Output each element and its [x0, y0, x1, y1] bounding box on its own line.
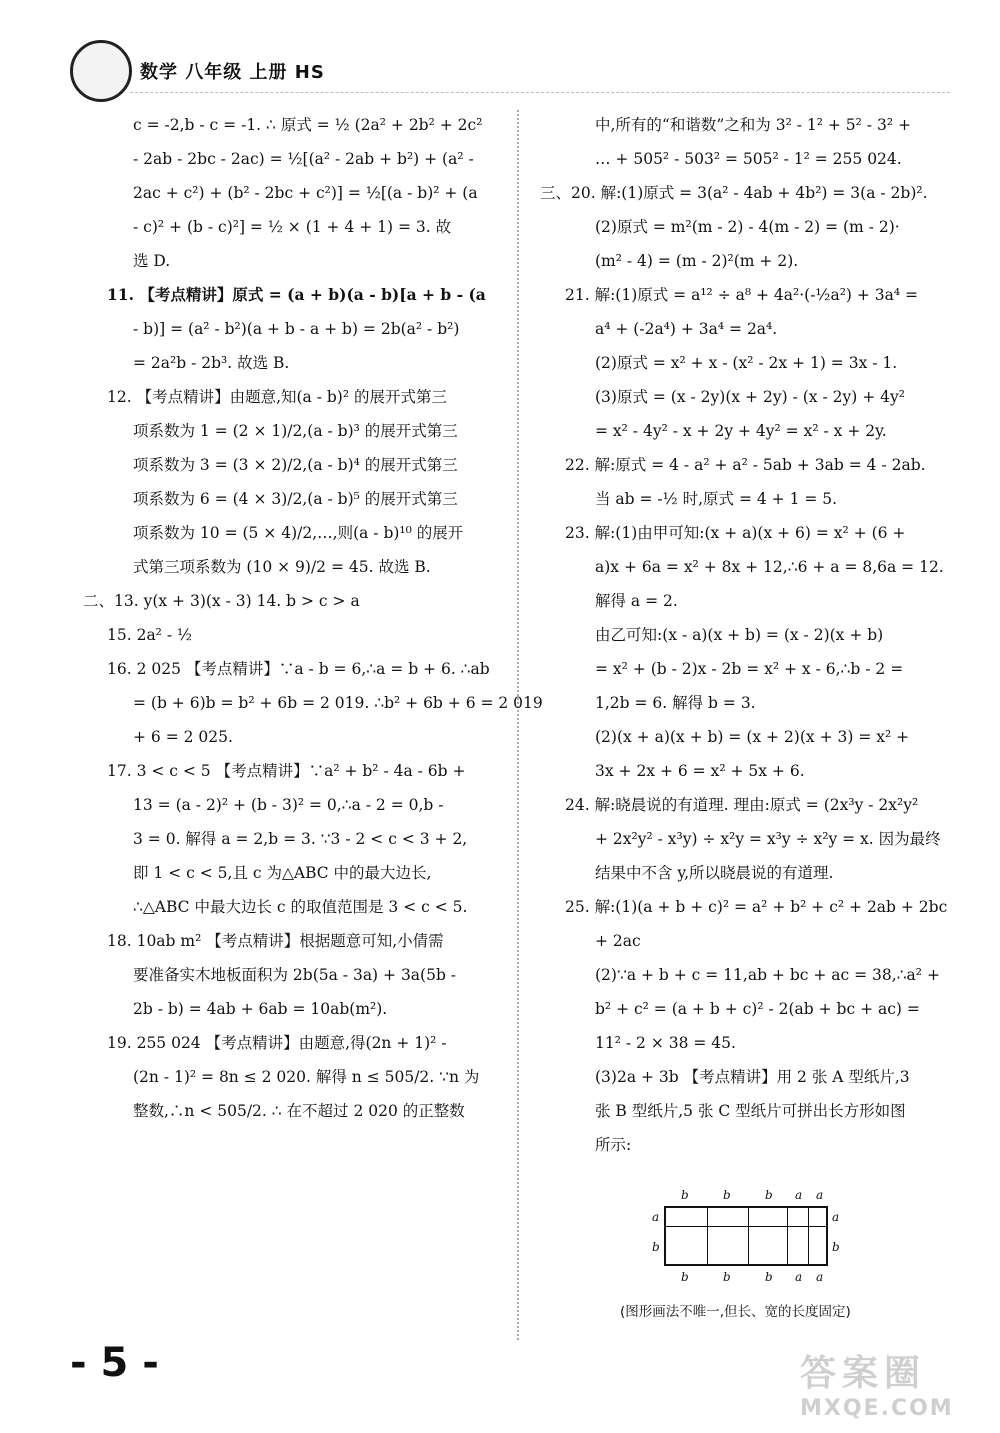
answer-line: a)x + 6a = x² + 8x + 12,∴6 + a = 8,6a = 12.: [595, 558, 944, 576]
answer-line: a⁴ + (-2a⁴) + 3a⁴ = 2a⁴.: [595, 320, 778, 338]
answer-line: - 2ab - 2bc - 2ac) = ½[(a² - 2ab + b²) + (a² -: [133, 150, 474, 168]
bottom-side-label: a: [795, 1270, 803, 1284]
answer-line: 即 1 < c < 5,且 c 为△ABC 中的最大边长,: [133, 864, 432, 882]
right-side-label: b: [832, 1240, 840, 1254]
answer-line: 3x + 2x + 6 = x² + 5x + 6.: [595, 762, 805, 780]
page-header: [70, 40, 950, 100]
answer-line: 2ac + c²) + (b² - 2bc + c²)] = ½[(a - b)² + (a: [133, 184, 478, 202]
section-two-answers: 二、13. y(x + 3)(x - 3) 14. b > c > a: [83, 592, 360, 610]
answer-line: 选 D.: [133, 252, 171, 270]
answer-23: 23. 解:(1)由甲可知:(x + a)(x + 6) = x² + (6 +: [565, 524, 906, 542]
left-side-label: b: [652, 1240, 660, 1254]
right-column: [540, 108, 965, 1162]
answer-15: 15. 2a² - ½: [107, 626, 193, 644]
answer-line: (2)∵a + b + c = 11,ab + bc + ac = 38,∴a² +: [595, 966, 940, 984]
answer-11: 11. 【考点精讲】原式 = (a + b)(a - b)[a + b - (a: [107, 285, 486, 304]
answer-20: 三、20. 解:(1)原式 = 3(a² - 4ab + 4b²) = 3(a - 2b)².: [540, 184, 928, 202]
grid-line: [707, 1208, 708, 1264]
answer-line: 项系数为 1 = (2 × 1)/2,(a - b)³ 的展开式第三: [133, 422, 458, 440]
grid-line: [808, 1208, 809, 1264]
answer-line: = x² + (b - 2)x - 2b = x² + x - 6,∴b - 2 =: [595, 660, 904, 678]
answer-line: 11² - 2 × 38 = 45.: [595, 1034, 736, 1052]
answer-line: 13 = (a - 2)² + (b - 3)² = 0,∴a - 2 = 0,b -: [133, 796, 444, 814]
answer-line: ∴△ABC 中最大边长 c 的取值范围是 3 < c < 5.: [133, 898, 468, 916]
watermark: [800, 1345, 980, 1421]
answer-16: 16. 2 025 【考点精讲】∵a - b = 6,∴a = b + 6. ∴ab: [107, 660, 490, 678]
grid-line: [666, 1226, 826, 1227]
answer-line: 结果中不含 y,所以晓晨说的有道理.: [595, 864, 834, 882]
answer-line: (m² - 4) = (m - 2)²(m + 2).: [595, 252, 799, 270]
top-side-label: b: [681, 1188, 689, 1202]
figure-caption: (图形画法不唯一,但长、宽的长度固定): [620, 1304, 851, 1320]
answer-line: 项系数为 10 = (5 × 4)/2,…,则(a - b)¹⁰ 的展开: [133, 524, 464, 542]
grid-line: [787, 1208, 788, 1264]
grid-line: [748, 1208, 749, 1264]
answer-line: (3)2a + 3b 【考点精讲】用 2 张 A 型纸片,3: [595, 1068, 910, 1086]
left-column: [83, 108, 543, 1128]
answer-line: 项系数为 6 = (4 × 3)/2,(a - b)⁵ 的展开式第三: [133, 490, 458, 508]
answer-12: 12. 【考点精讲】由题意,知(a - b)² 的展开式第三: [107, 388, 447, 406]
answer-21: 21. 解:(1)原式 = a¹² ÷ a⁸ + 4a²·(-½a²) + 3a⁴ =: [565, 286, 919, 304]
answer-line: (2)(x + a)(x + b) = (x + 2)(x + 3) = x² +: [595, 728, 910, 746]
answer-17: 17. 3 < c < 5 【考点精讲】∵a² + b² - 4a - 6b +: [107, 762, 466, 780]
answer-line: + 6 = 2 025.: [133, 728, 233, 746]
answer-line: 中,所有的“和谐数”之和为 3² - 1² + 5² - 3² +: [595, 116, 911, 134]
answer-line: 所示:: [595, 1136, 632, 1154]
answer-line: … + 505² - 503² = 505² - 1² = 255 024.: [595, 150, 902, 168]
top-side-label: a: [795, 1188, 803, 1202]
watermark-top: 答案圈: [800, 1353, 927, 1394]
answer-19: 19. 255 024 【考点精讲】由题意,得(2n + 1)² -: [107, 1034, 447, 1052]
answer-line: 3 = 0. 解得 a = 2,b = 3. ∵3 - 2 < c < 3 + 2,: [133, 830, 468, 848]
top-side-label: b: [765, 1188, 773, 1202]
answer-line: 整数,∴n < 505/2. ∴ 在不超过 2 020 的正整数: [133, 1102, 465, 1120]
answer-line: 1,2b = 6. 解得 b = 3.: [595, 694, 756, 712]
book-title: 数学 八年级 上册 HS: [140, 62, 325, 83]
page-number: - 5 -: [70, 1340, 159, 1386]
bottom-side-label: b: [723, 1270, 731, 1284]
bottom-side-label: b: [765, 1270, 773, 1284]
answer-line: 当 ab = -½ 时,原式 = 4 + 1 = 5.: [595, 490, 838, 508]
answer-line: (2)原式 = x² + x - (x² - 2x + 1) = 3x - 1.: [595, 354, 898, 372]
answer-line: 由乙可知:(x - a)(x + b) = (x - 2)(x + b): [595, 626, 884, 644]
answer-line: 2b - b) = 4ab + 6ab = 10ab(m²).: [133, 1000, 388, 1018]
tiled-rectangle: [664, 1206, 828, 1266]
answer-line: c = -2,b - c = -1. ∴ 原式 = ½ (2a² + 2b² + 2c²: [133, 116, 483, 134]
answer-line: + 2ac: [595, 932, 641, 950]
publisher-logo: [70, 40, 132, 102]
answer-18: 18. 10ab m² 【考点精讲】根据题意可知,小倩需: [107, 932, 444, 950]
top-side-label: b: [723, 1188, 731, 1202]
answer-line: (2n - 1)² = 8n ≤ 2 020. 解得 n ≤ 505/2. ∵n 为: [133, 1068, 480, 1086]
answer-line: (2)原式 = m²(m - 2) - 4(m - 2) = (m - 2)·: [595, 218, 900, 236]
answer-25: 25. 解:(1)(a + b + c)² = a² + b² + c² + 2ab + 2bc: [565, 898, 948, 916]
answer-line: (3)原式 = (x - 2y)(x + 2y) - (x - 2y) + 4y²: [595, 388, 905, 406]
answer-line: 式第三项系数为 (10 × 9)/2 = 45. 故选 B.: [133, 558, 431, 576]
watermark-bottom: MXQE.COM: [800, 1396, 954, 1421]
answer-line: 项系数为 3 = (3 × 2)/2,(a - b)⁴ 的展开式第三: [133, 456, 458, 474]
left-side-label: a: [652, 1210, 660, 1224]
answer-line: b² + c² = (a + b + c)² - 2(ab + bc + ac) =: [595, 1000, 920, 1018]
header-rule: [130, 92, 950, 93]
answer-line: 解得 a = 2.: [595, 592, 678, 610]
answer-22: 22. 解:原式 = 4 - a² + a² - 5ab + 3ab = 4 - 2ab.: [565, 456, 926, 474]
bottom-side-label: b: [681, 1270, 689, 1284]
answer-line: = (b + 6)b = b² + 6b = 2 019. ∴b² + 6b + 6 = 2 019: [133, 694, 543, 712]
answer-line: = 2a²b - 2b³. 故选 B.: [133, 354, 290, 372]
answer-line: - c)² + (b - c)²] = ½ × (1 + 4 + 1) = 3. 故: [133, 218, 452, 236]
answer-24: 24. 解:晓晨说的有道理. 理由:原式 = (2x³y - 2x²y²: [565, 796, 919, 814]
column-divider: [517, 110, 519, 1340]
bottom-side-label: a: [816, 1270, 824, 1284]
answer-line: - b)] = (a² - b²)(a + b - a + b) = 2b(a² - b²): [133, 320, 460, 338]
answer-line: 张 B 型纸片,5 张 C 型纸片可拼出长方形如图: [595, 1102, 906, 1120]
rectangle-tiling-figure: [652, 1186, 842, 1286]
answer-line: + 2x²y² - x³y) ÷ x²y = x³y ÷ x²y = x. 因为最终: [595, 830, 941, 848]
answer-line: = x² - 4y² - x + 2y + 4y² = x² - x + 2y.: [595, 422, 887, 440]
answer-line: 要准备实木地板面积为 2b(5a - 3a) + 3a(5b -: [133, 966, 457, 984]
right-side-label: a: [832, 1210, 840, 1224]
top-side-label: a: [816, 1188, 824, 1202]
